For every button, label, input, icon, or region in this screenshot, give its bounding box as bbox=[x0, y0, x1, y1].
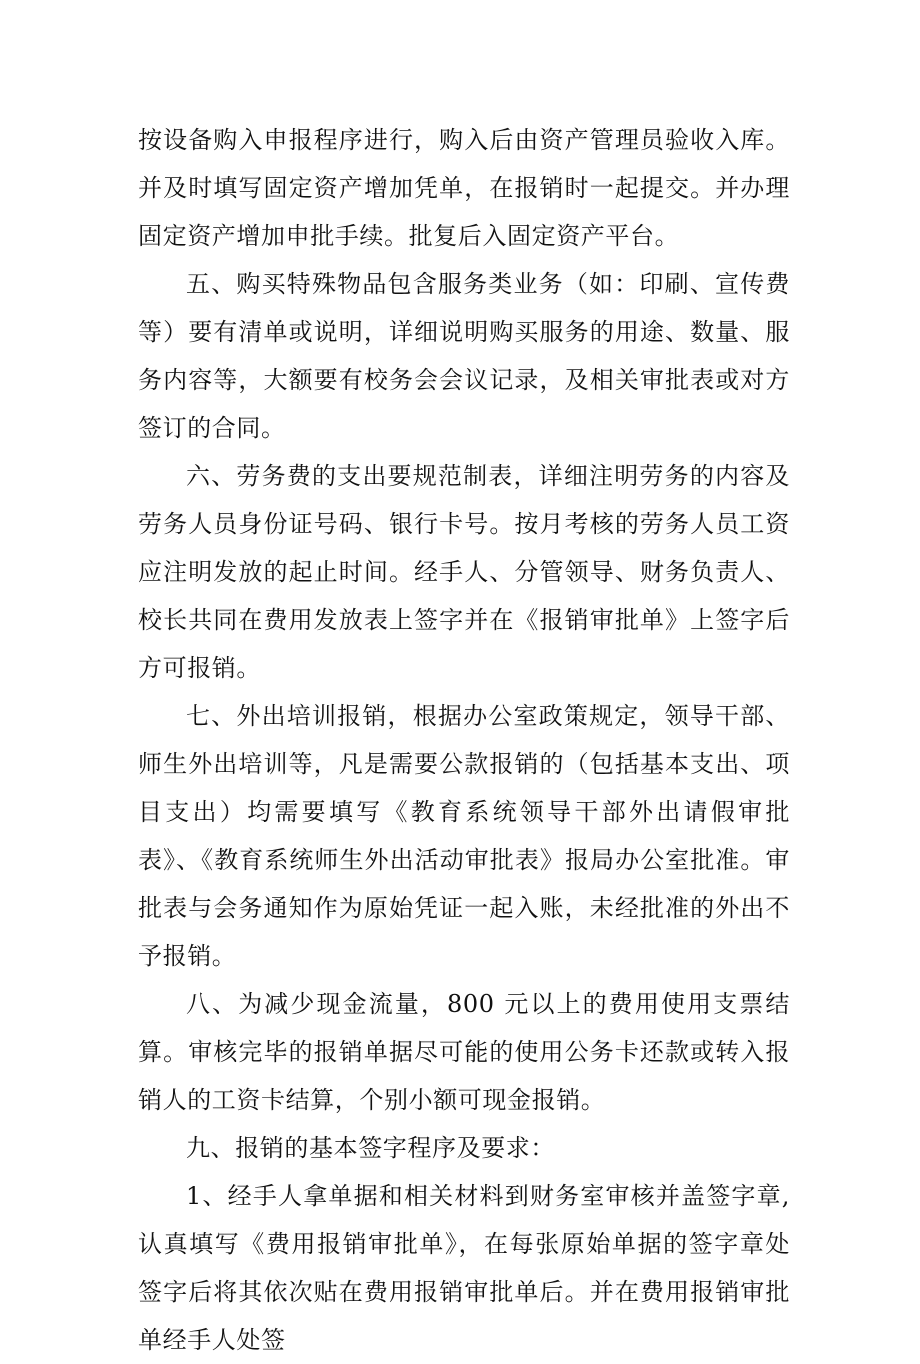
paragraph-item-5: 五、购买特殊物品包含服务类业务（如：印刷、宣传费等）要有清单或说明，详细说明购买服务的用途、数量、服务内容等，大额要有校务会会议记录，及相关审批表或对方签订的合同。 bbox=[138, 270, 790, 442]
document-page bbox=[138, 116, 790, 1364]
paragraph-item-8: 八、为减少现金流量，800 元以上的费用使用支票结算。审核完毕的报销单据尽可能的使用公务卡还款或转入报销人的工资卡结算，个别小额可现金报销。 bbox=[138, 990, 790, 1114]
paragraph-item-6: 六、劳务费的支出要规范制表，详细注明劳务的内容及劳务人员身份证号码、银行卡号。按月考核的劳务人员工资应注明发放的起止时间。经手人、分管领导、财务负责人、校长共同在费用发放表上签字并在《报销审批单》上签字后方可报销。 bbox=[138, 462, 790, 682]
paragraph-item-9: 九、报销的基本签字程序及要求： bbox=[186, 1134, 555, 1162]
paragraph-item-9-1: 1、经手人拿单据和相关材料到财务室审核并盖签字章,认真填写《费用报销审批单》，在每张原始单据的签字章处签字后将其依次贴在费用报销审批单后。并在费用报销审批单经手人处签 bbox=[138, 1182, 790, 1354]
paragraph-item-7: 七、外出培训报销，根据办公室政策规定，领导干部、师生外出培训等，凡是需要公款报销的（包括基本支出、项目支出）均需要填写《教育系统领导干部外出请假审批表》、《教育系统师生外出活动审批表》报局办公室批准。审批表与会务通知作为原始凭证一起入账，未经批准的外出不予报销。 bbox=[138, 702, 790, 970]
paragraph-continuation: 按设备购入申报程序进行，购入后由资产管理员验收入库。并及时填写固定资产增加凭单，在报销时一起提交。并办理固定资产增加申批手续。批复后入固定资产平台。 bbox=[138, 126, 790, 250]
